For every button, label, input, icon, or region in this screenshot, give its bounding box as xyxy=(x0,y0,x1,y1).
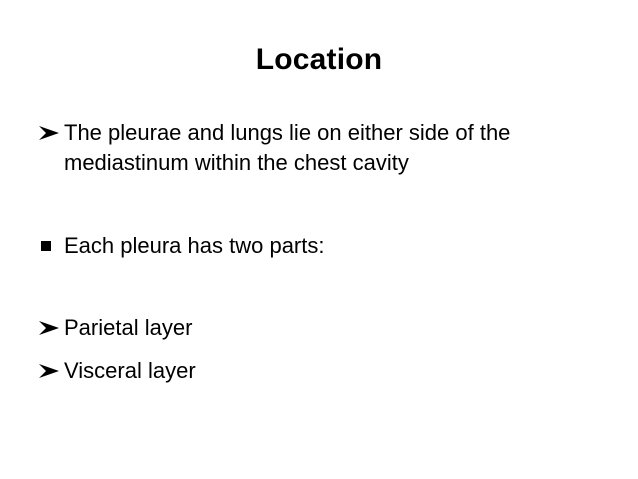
bullet-item xyxy=(38,231,608,261)
arrow-icon xyxy=(38,356,64,386)
bullet-text: Visceral layer xyxy=(64,358,196,383)
arrow-icon xyxy=(38,313,64,343)
bullet-text: Each pleura has two parts: xyxy=(64,233,325,258)
bullet-text: The pleurae and lungs lie on either side of the mediastinum within the chest cavity xyxy=(64,120,511,175)
arrow-icon xyxy=(38,118,64,148)
bullet-text: Parietal layer xyxy=(64,315,193,340)
square-icon xyxy=(38,231,64,261)
bullet-item xyxy=(38,356,608,386)
bullet-item xyxy=(38,118,608,178)
slide-title: Location xyxy=(255,43,383,76)
bullet-item xyxy=(38,313,608,343)
